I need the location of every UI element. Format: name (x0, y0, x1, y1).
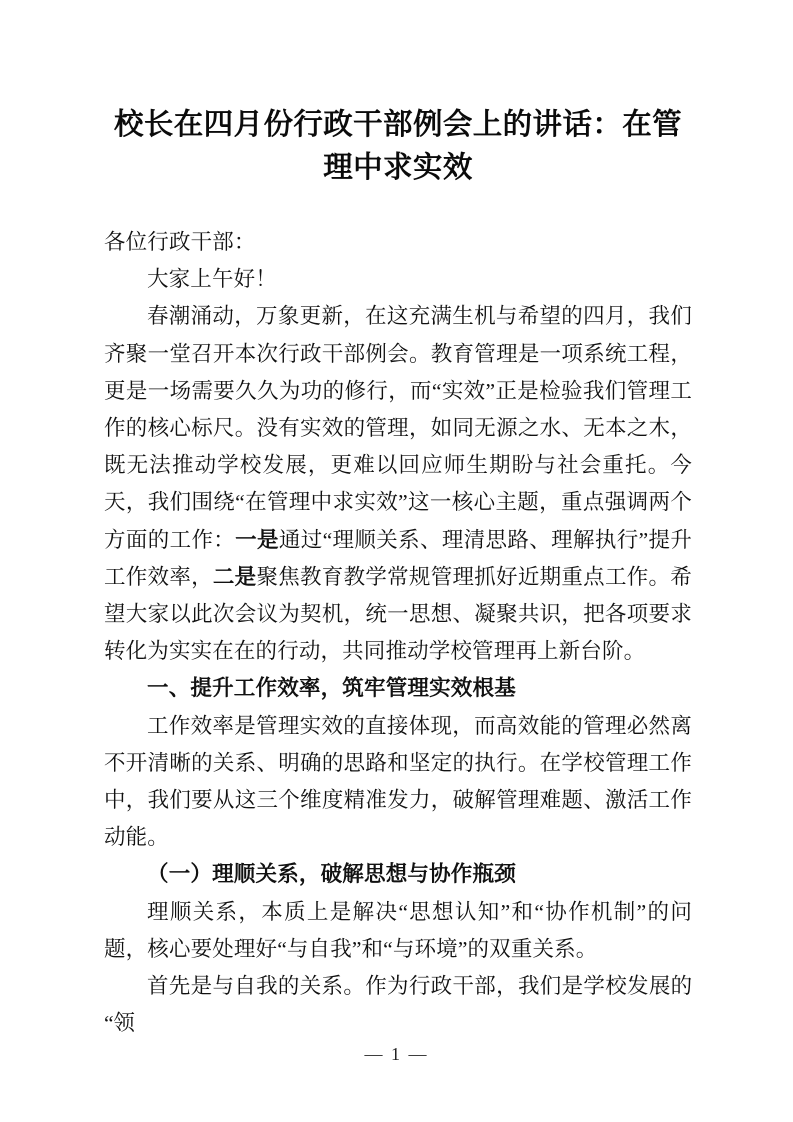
opening-emphasis-second: 二是 (212, 564, 257, 589)
section-1-1-continued-line: 首先是与自我的关系。作为行政干部，我们是学校发展的“领 (104, 974, 692, 1036)
salutation: 各位行政干部： (104, 230, 256, 254)
opening-paragraph (104, 298, 692, 670)
opening-emphasis-first: 一是 (235, 527, 279, 552)
document-body (104, 224, 692, 1042)
page-number-footer: — 1 — (364, 1044, 429, 1064)
opening-paragraph-part3: 聚焦教育教学常规管理抓好近期重点工作。希望大家以此次会议为契机，统一思想、凝聚共识，把各项要求转化为实实在在的行动，共同推动学校管理再上新台阶。 (104, 564, 692, 664)
greeting: 大家上午好！ (147, 267, 277, 292)
page-title: 校长在四月份行政干部例会上的讲话：在管理中求实效 (113, 109, 683, 184)
section-heading-1-1: （一）理顺关系，破解思想与协作瓶颈 (147, 862, 516, 887)
document-content (104, 0, 692, 1042)
opening-paragraph-part1: 春潮涌动，万象更新，在这充满生机与希望的四月，我们齐聚一堂召开本次行政干部例会。教育管理是一项系统工程，更是一场需要久久为功的修行，而“实效”正是检验我们管理工作的核心标尺。没有实效的管理，如同无源之水、无本之木，既无法推动学校发展，更难以回应师生期盼与社会重托。今天，我们围绕“在管理中求实效”这一核心主题，重点强调两个方面的工作： (104, 304, 692, 552)
section-1-1-paragraph: 理顺关系，本质上是解决“思想认知”和“协作机制”的问题，核心要处理好“与自我”和“与环境”的双重关系。 (104, 899, 692, 961)
section-heading-1: 一、提升工作效率，筑牢管理实效根基 (147, 676, 516, 701)
section-1-paragraph: 工作效率是管理实效的直接体现，而高效能的管理必然离不开清晰的关系、明确的思路和坚定的执行。在学校管理工作中，我们要从这三个维度精准发力，破解管理难题、激活工作动能。 (104, 713, 692, 850)
opening-paragraph-part2: 通过“理顺关系、理清思路、理解执行”提升工作效率， (104, 527, 692, 589)
